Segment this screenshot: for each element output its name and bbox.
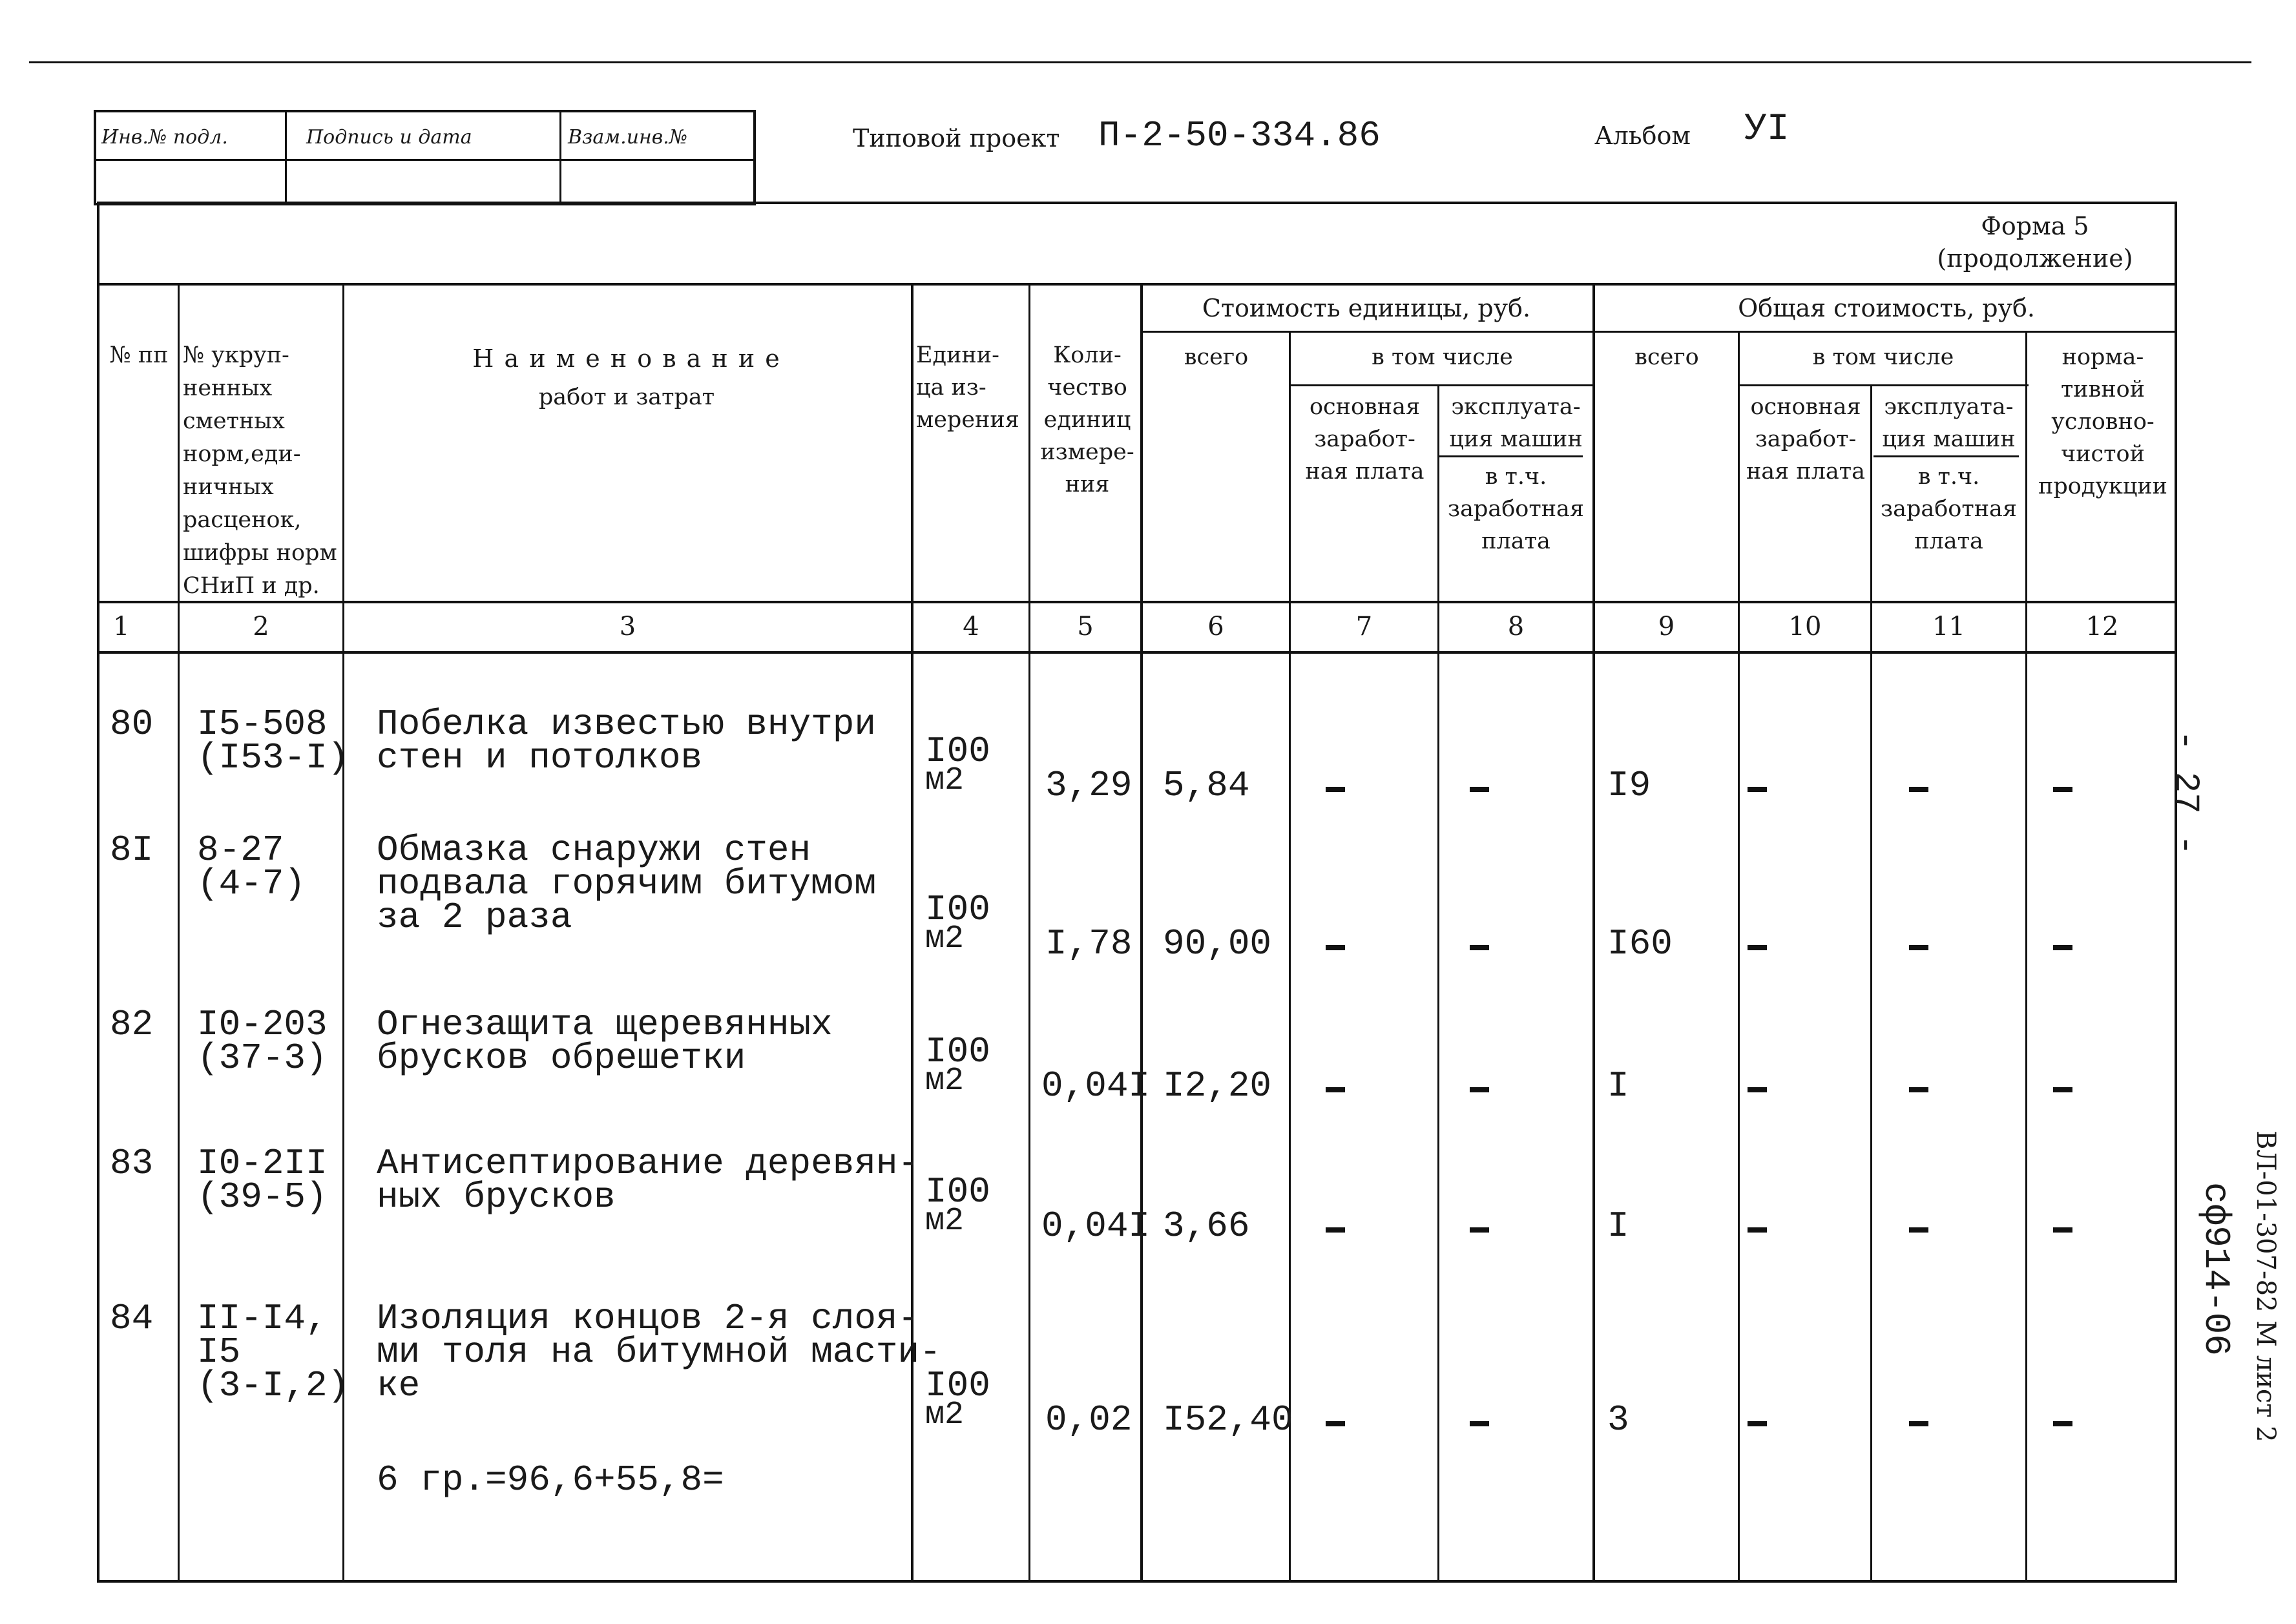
row-total: 3 (1607, 1399, 1629, 1441)
colnum-7: 7 (1355, 612, 1373, 641)
sheet-code-box (2242, 1130, 2287, 1583)
colnum-11: 11 (1932, 612, 1965, 641)
col-line-1 (178, 283, 180, 1581)
row-name: Антисептирование деревян- ных брусков (377, 1143, 920, 1218)
row-no: 83 (110, 1143, 154, 1184)
row-no: 8I (110, 829, 154, 871)
row-c12 (2053, 787, 2072, 792)
row-c10 (1748, 945, 1767, 950)
col-line-11 (2025, 331, 2027, 1581)
row-name: Изоляция концов 2-я слоя- ми толя на битумной масти- ке (377, 1298, 941, 1406)
col7-header: основная заработ- ная плата (1305, 394, 1425, 484)
form-subtitle-text: (продолжение) (1937, 244, 2133, 273)
project-code: П-2-50-334.86 (1098, 115, 1381, 156)
album-label: Альбом (1594, 121, 1691, 150)
colnum-1: 1 (113, 612, 130, 641)
row-qty: 3,29 (1045, 765, 1132, 806)
numbers-line (97, 651, 2177, 654)
row-c8 (1470, 1421, 1489, 1426)
row-c10 (1748, 1227, 1767, 1233)
row-c11 (1909, 787, 1928, 792)
row-c11 (1909, 945, 1928, 950)
page-number: - 27 - (2166, 730, 2205, 856)
col-line-9 (1738, 331, 1740, 1581)
side-code: сф914-06 (2195, 1182, 2237, 1356)
header-top-line (97, 283, 2177, 286)
form-title-text: Форма 5 (1981, 212, 2089, 240)
col9-header: всего (1634, 344, 1699, 370)
row-no: 84 (110, 1298, 154, 1339)
row-unit: I00 м2 (925, 889, 990, 957)
colnum-4: 4 (963, 612, 979, 641)
colnum-2: 2 (253, 612, 269, 641)
unit-including-header: в том числе (1372, 344, 1513, 370)
colnum-5: 5 (1077, 612, 1094, 641)
row-qty: 0,04I (1041, 1065, 1151, 1107)
row-c8 (1470, 945, 1489, 950)
colnum-8: 8 (1507, 612, 1525, 641)
page-number-box (2166, 730, 2235, 859)
row-c12 (2053, 1227, 2072, 1233)
row-c12 (2053, 1087, 2072, 1092)
form-title (1899, 210, 2171, 275)
header-bottom-line (97, 601, 2177, 603)
row-c11 (1909, 1087, 1928, 1092)
row-unit: I00 м2 (925, 1365, 990, 1433)
row-code: II-I4, I5 (3-I,2) (197, 1298, 350, 1406)
colnum-6: 6 (1207, 612, 1224, 641)
top-rule (29, 61, 2251, 63)
col3-header: Н а и м е н о в а н и е работ и затрат (472, 344, 781, 410)
col-line-6 (1289, 331, 1291, 1581)
row-c12 (2053, 945, 2072, 950)
colnum-10: 10 (1788, 612, 1822, 641)
col-line-7 (1437, 384, 1439, 1581)
col1-header: № пп (109, 342, 169, 368)
unit-cost-header: Стоимость единицы, руб. (1202, 294, 1531, 322)
total-cost-header: Общая стоимость, руб. (1738, 294, 2035, 322)
row-cost: 5,84 (1163, 765, 1250, 806)
stamp-vzam-label: Взам.инв.№ (568, 126, 688, 149)
row-cost: I2,20 (1163, 1065, 1272, 1107)
row-total: I9 (1607, 765, 1651, 806)
row-total: I (1607, 1065, 1629, 1107)
row-unit: I00 м2 (925, 731, 990, 799)
col10-header: основная заработ- ная плата (1746, 394, 1866, 484)
row-code: I5-508 (I53-I) (197, 703, 350, 778)
row-unit: I00 м2 (925, 1031, 990, 1099)
cost-group-line (1140, 331, 2177, 333)
row-name: Обмазка снаружи стен подвала горячим битумом за 2 раза (377, 829, 876, 938)
row-qty: 0,04I (1041, 1205, 1151, 1247)
stamp-box (94, 110, 756, 205)
row-qty: 0,02 (1045, 1399, 1132, 1441)
row-c10 (1748, 1421, 1767, 1426)
row-c11 (1909, 1227, 1928, 1233)
row-note: 6 гр.=96,6+55,8= (377, 1459, 724, 1501)
side-code-box (2197, 1182, 2242, 1415)
row-code: I0-203 (37-3) (197, 1004, 328, 1079)
row-name: Огнезащита щеревянных брусков обрешетки (377, 1004, 833, 1079)
col-line-10 (1870, 384, 1872, 1581)
stamp-inv-label: Инв.№ подл. (101, 126, 228, 149)
row-c8 (1470, 787, 1489, 792)
row-c7 (1326, 787, 1345, 792)
row-code: 8-27 (4-7) (197, 829, 306, 904)
row-c10 (1748, 1087, 1767, 1092)
row-c7 (1326, 945, 1345, 950)
row-no: 80 (110, 703, 154, 745)
row-c7 (1326, 1087, 1345, 1092)
colnum-12: 12 (2085, 612, 2119, 641)
colnum-9: 9 (1658, 612, 1675, 641)
row-c8 (1470, 1227, 1489, 1233)
col11-header: эксплуата- ция машин в т.ч. заработная плата (1880, 394, 2017, 554)
col6-header: всего (1184, 344, 1249, 370)
row-cost: 90,00 (1163, 923, 1272, 964)
row-c7 (1326, 1227, 1345, 1233)
row-cost: I52,40 (1163, 1399, 1293, 1441)
col8-header: эксплуата- ция машин в т.ч. заработная плата (1447, 394, 1584, 554)
col12-header: норма- тивной условно- чистой продукции (2038, 344, 2167, 499)
row-total: I60 (1607, 923, 1673, 964)
sheet-code: ВЛ-01-307-82 М лист 2 (2251, 1130, 2280, 1442)
row-c7 (1326, 1421, 1345, 1426)
col-line-4 (1028, 283, 1030, 1581)
unit-subgroup-line (1289, 384, 1592, 386)
row-code: I0-2II (39-5) (197, 1143, 328, 1218)
row-unit: I00 м2 (925, 1171, 990, 1240)
col4-header: Едини- ца из- мерения (916, 342, 1019, 433)
colnum-3: 3 (619, 612, 636, 641)
col2-header: № укруп- ненных сметных норм,еди- ничных расценок, шифры норм СНиП и др. (183, 342, 337, 599)
row-no: 82 (110, 1004, 154, 1045)
album-value: УI (1744, 109, 1790, 151)
row-c12 (2053, 1421, 2072, 1426)
total-subgroup-line (1738, 384, 2029, 386)
row-c11 (1909, 1421, 1928, 1426)
row-name: Побелка известью внутри стен и потолков (377, 703, 876, 778)
stamp-sign-label: Подпись и дата (306, 126, 472, 149)
row-cost: 3,66 (1163, 1205, 1250, 1247)
row-qty: I,78 (1045, 923, 1132, 964)
total-including-header: в том числе (1812, 344, 1954, 370)
col5-header: Коли- чество единиц измере- ния (1040, 342, 1134, 497)
col-line-8 (1592, 283, 1595, 1581)
row-c8 (1470, 1087, 1489, 1092)
row-c10 (1748, 787, 1767, 792)
row-total: I (1607, 1205, 1629, 1247)
project-label: Типовой проект (853, 124, 1060, 152)
